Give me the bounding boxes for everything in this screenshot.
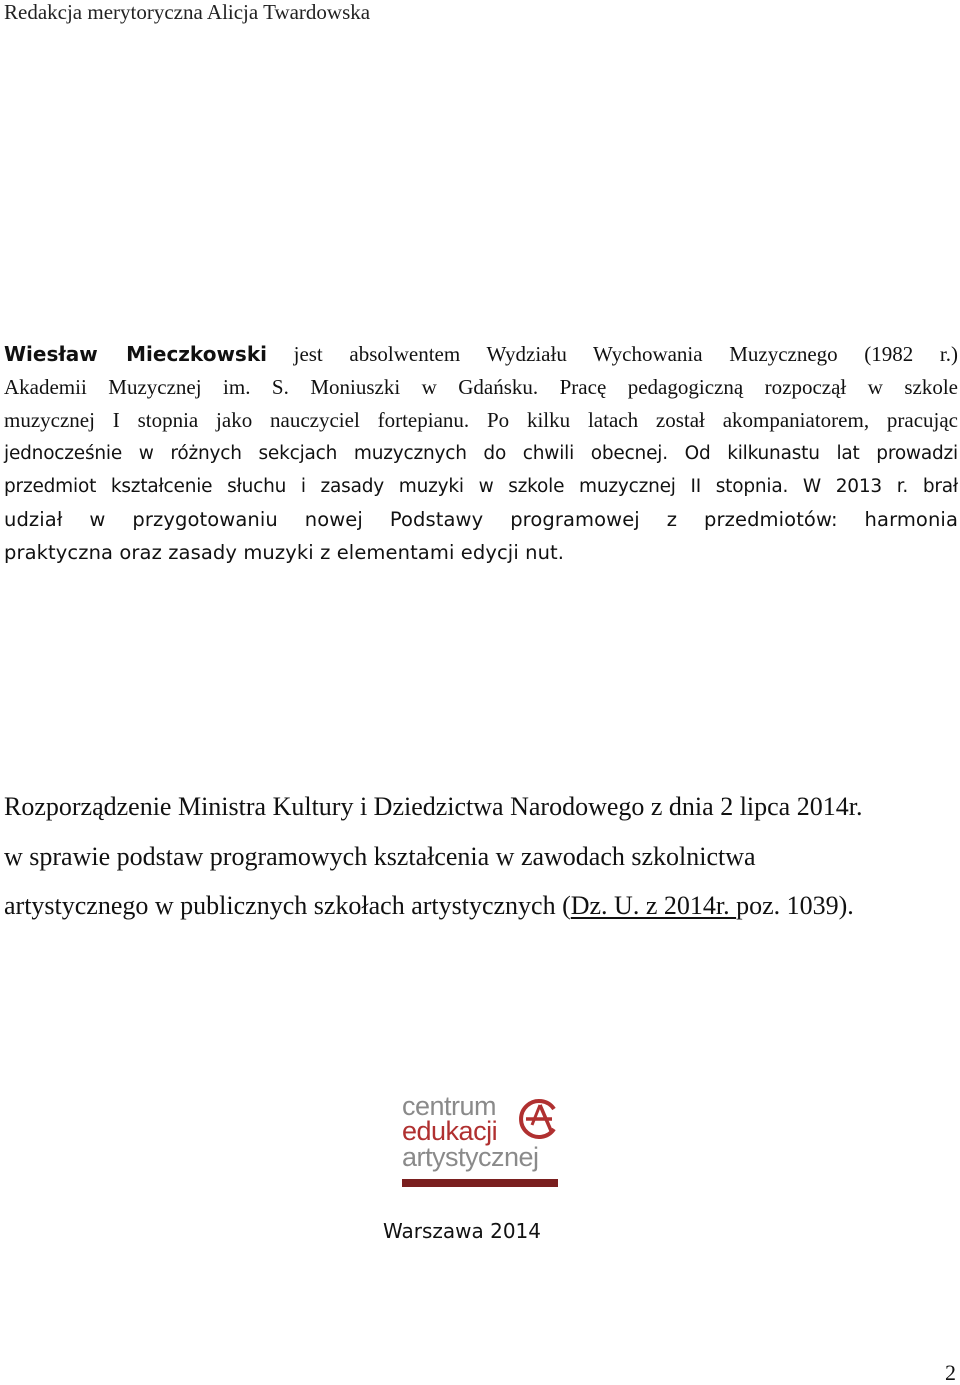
regulation-line-3 <box>4 881 954 931</box>
logo-bar <box>402 1179 558 1187</box>
cea-logo <box>400 1093 562 1189</box>
logo-text-centrum: centrum <box>402 1091 497 1121</box>
regulation-line-3-text: artystycznego w publicznych szkołach artystycznych ( <box>4 891 571 920</box>
bio-line-7: praktyczna oraz zasady muzyki z elementami edycji nut. <box>4 541 565 564</box>
regulation-line-1: Rozporządzenie Ministra Kultury i Dziedzictwa Narodowego z dnia 2 lipca 2014r. <box>4 792 863 821</box>
editor-credit: Redakcja merytoryczna Alicja Twardowska <box>4 0 371 24</box>
bio-line-4: jednocześnie w różnych sekcjach muzycznych do chwili obecnej. Od kilkunastu lat prowadzi <box>4 443 958 464</box>
author-name: Wiesław Mieczkowski <box>4 342 267 366</box>
regulation-line-3-end: poz. 1039). <box>736 891 854 920</box>
author-bio <box>4 338 958 569</box>
cea-emblem-icon <box>514 1095 562 1143</box>
bio-line-3: muzycznej I stopnia jako nauczyciel fortepianu. Po kilku latach został akompaniatorem, pracując <box>4 408 958 432</box>
bio-line-1 <box>4 338 958 371</box>
logo-text-edukacji: edukacji <box>402 1116 498 1146</box>
logo-text-artystycznej: artystycznej <box>402 1142 539 1172</box>
regulation-line-2: w sprawie podstaw programowych kształcenia w zawodach szkolnictwa <box>4 841 756 871</box>
journal-link[interactable]: Dz. U. z 2014r. <box>570 891 737 920</box>
bio-line-6: udział w przygotowaniu nowej Podstawy programowej z przedmiotów: harmonia <box>4 508 958 531</box>
publication-place: Warszawa 2014 <box>382 1219 542 1243</box>
page-number: 2 <box>945 1360 956 1385</box>
regulation-reference <box>4 782 954 931</box>
bio-line-2: Akademii Muzycznej im. S. Moniuszki w Gdańsku. Pracę pedagogiczną rozpoczął w szkole <box>4 375 958 399</box>
bio-line-1-text: jest absolwentem Wydziału Wychowania Muzycznego (1982 r.) <box>293 342 958 366</box>
bio-line-5: przedmiot kształcenie słuchu i zasady muzyki w szkole muzycznej II stopnia. W 2013 r. brał <box>4 476 958 497</box>
